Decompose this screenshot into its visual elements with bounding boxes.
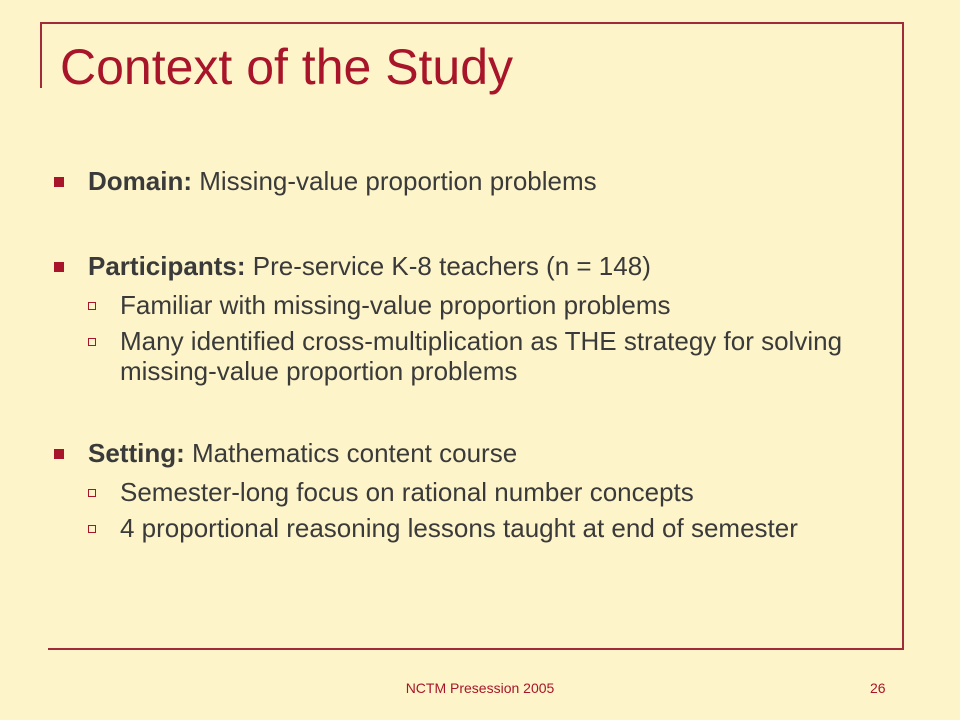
- bullet-text: Mathematics content course: [192, 438, 518, 468]
- hollow-square-bullet-icon: [88, 338, 96, 346]
- bullet-text: Missing-value proportion problems: [199, 166, 597, 196]
- sub-bullet: [54, 290, 894, 320]
- bullet-participants: [54, 249, 894, 284]
- sub-bullet-text: Semester-long focus on rational number concepts: [120, 477, 694, 507]
- sub-bullet-text: Familiar with missing-value proportion problems: [120, 290, 671, 320]
- bullet-domain: [54, 164, 894, 199]
- slide-title: Context of the Study: [60, 39, 514, 95]
- hollow-square-bullet-icon: [88, 525, 96, 533]
- right-border-line: [902, 22, 904, 650]
- sub-bullet-text: Many identified cross-multiplication as THE strategy for solving missing-value proportion problems: [120, 326, 843, 386]
- square-bullet-icon: [54, 177, 64, 187]
- sub-bullet: [54, 513, 894, 543]
- bullet-label: Participants:: [88, 251, 246, 281]
- hollow-square-bullet-icon: [88, 302, 96, 310]
- bottom-border-line: [48, 648, 904, 650]
- slide-footer: NCTM Presession 2005: [405, 680, 555, 696]
- bullet-text: Pre-service K-8 teachers (n = 148): [252, 251, 651, 281]
- sub-bullet-text: 4 proportional reasoning lessons taught at end of semester: [120, 513, 798, 543]
- page-number: 26: [870, 680, 886, 696]
- top-border-line: [40, 22, 904, 24]
- sub-bullet: [54, 477, 894, 507]
- bullet-setting: [54, 436, 894, 471]
- sub-bullet: [54, 326, 894, 386]
- bullet-label: Setting:: [88, 438, 185, 468]
- square-bullet-icon: [54, 262, 64, 272]
- bullet-label: Domain:: [88, 166, 192, 196]
- hollow-square-bullet-icon: [88, 489, 96, 497]
- slide-content: [54, 164, 894, 543]
- square-bullet-icon: [54, 449, 64, 459]
- left-border-line: [40, 22, 42, 88]
